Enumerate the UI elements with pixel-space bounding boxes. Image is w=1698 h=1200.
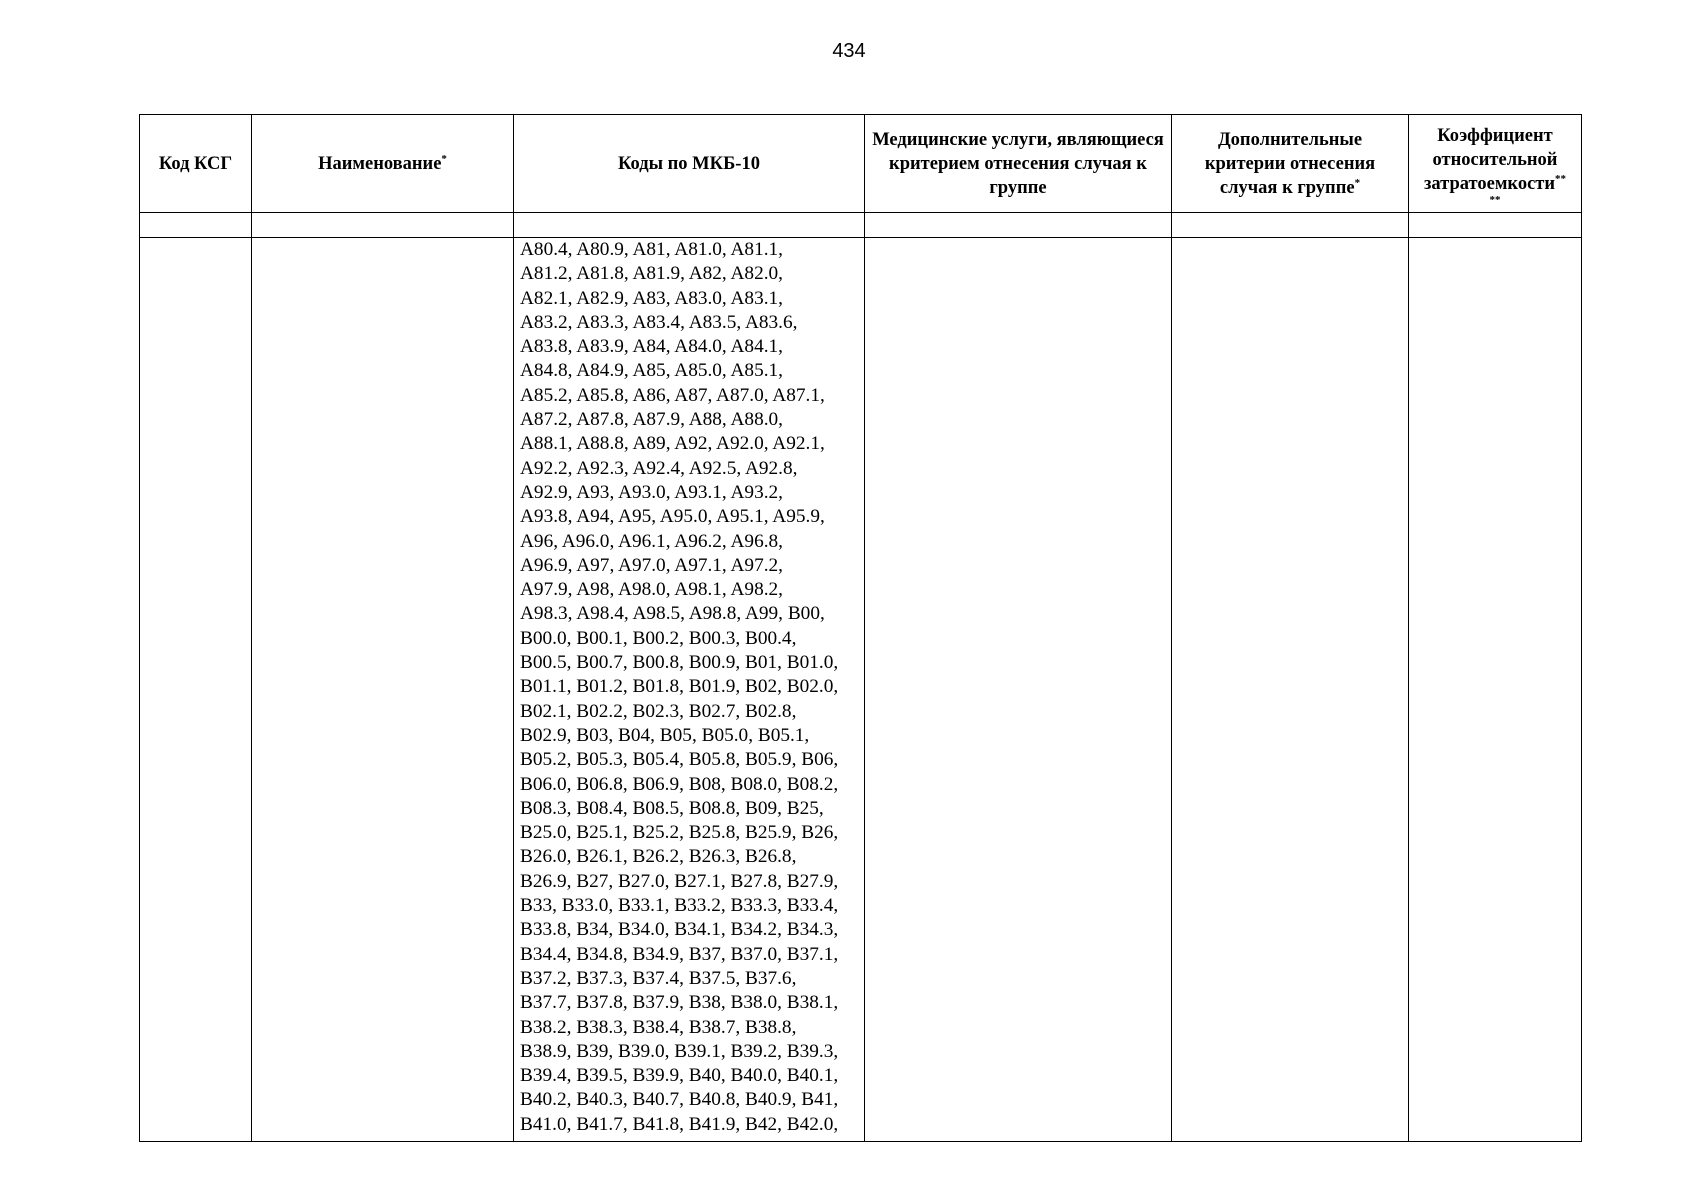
empty-cell <box>252 213 514 238</box>
ksg-code-cell <box>140 238 252 1142</box>
mkb-code-line: A83.8, A83.9, A84, A84.0, A84.1, <box>520 336 783 358</box>
mkb-code-line: B02.1, B02.2, B02.3, B02.7, B02.8, <box>520 700 797 722</box>
header-coefficient-footnote-mark: ** <box>1555 172 1567 185</box>
header-mkb-codes-label: Коды по МКБ-10 <box>618 153 760 174</box>
mkb-code-line: B40.2, B40.3, B40.7, B40.8, B40.9, B41, <box>520 1089 839 1111</box>
name-cell <box>252 238 514 1142</box>
mkb-code-line: A98.3, A98.4, A98.5, A98.8, A99, B00, <box>520 603 825 625</box>
mkb-code-line: B00.5, B00.7, B00.8, B00.9, B01, B01.0, <box>520 652 839 674</box>
header-name <box>252 115 514 213</box>
mkb-code-line: A96, A96.0, A96.1, A96.2, A96.8, <box>520 530 783 552</box>
mkb-code-line: B01.1, B01.2, B01.8, B01.9, B02, B02.0, <box>520 676 839 698</box>
mkb-code-line: B41.0, B41.7, B41.8, B41.9, B42, B42.0, <box>520 1113 839 1135</box>
header-coefficient-footnote-mark-2: ** <box>1489 193 1501 206</box>
mkb-code-line: A96.9, A97, A97.0, A97.1, A97.2, <box>520 554 783 576</box>
mkb-code-line: A80.4, A80.9, A81, A81.0, A81.1, <box>520 239 783 260</box>
mkb-code-line: A87.2, A87.8, A87.9, A88, A88.0, <box>520 409 783 431</box>
mkb-code-line: A93.8, A94, A95, A95.0, A95.1, A95.9, <box>520 506 825 528</box>
cost-coefficient-cell <box>1409 238 1582 1142</box>
mkb-code-line: B00.0, B00.1, B00.2, B00.3, B00.4, <box>520 627 797 649</box>
header-additional-criteria-label: Дополнительные критерии отнесения случая к группе <box>1204 129 1376 198</box>
mkb-code-line: B37.2, B37.3, B37.4, B37.5, B37.6, <box>520 967 797 989</box>
header-row <box>140 115 1582 213</box>
mkb-code-line: A85.2, A85.8, A86, A87, A87.0, A87.1, <box>520 384 825 406</box>
mkb-codes-cell <box>514 238 865 1142</box>
mkb-code-line: A84.8, A84.9, A85, A85.0, A85.1, <box>520 360 783 382</box>
empty-cell <box>140 213 252 238</box>
header-medical-services-label: Медицинские услуги, являющиеся критерием отнесения случая к группе <box>872 129 1164 198</box>
mkb-code-line: B26.0, B26.1, B26.2, B26.3, B26.8, <box>520 846 797 868</box>
mkb-code-line: A81.2, A81.8, A81.9, A82, A82.0, <box>520 263 783 285</box>
mkb-code-line: A92.2, A92.3, A92.4, A92.5, A92.8, <box>520 457 798 479</box>
mkb-code-line: A92.9, A93, A93.0, A93.1, A93.2, <box>520 481 783 503</box>
mkb-code-line: B02.9, B03, B04, B05, B05.0, B05.1, <box>520 724 810 746</box>
mkb-code-line: A88.1, A88.8, A89, A92, A92.0, A92.1, <box>520 433 825 455</box>
mkb-code-line: B08.3, B08.4, B08.5, B08.8, B09, B25, <box>520 797 824 819</box>
empty-cell <box>514 213 865 238</box>
mkb-code-line: A82.1, A82.9, A83, A83.0, A83.1, <box>520 287 783 309</box>
empty-cell <box>1409 213 1582 238</box>
empty-cell <box>1172 213 1409 238</box>
additional-criteria-cell <box>1172 238 1409 1142</box>
mkb-code-line: B38.2, B38.3, B38.4, B38.7, B38.8, <box>520 1016 797 1038</box>
mkb-code-line: B39.4, B39.5, B39.9, B40, B40.0, B40.1, <box>520 1065 839 1087</box>
mkb-code-line: B25.0, B25.1, B25.2, B25.8, B25.9, B26, <box>520 822 839 844</box>
mkb-code-line: A97.9, A98, A98.0, A98.1, A98.2, <box>520 579 783 601</box>
mkb-code-line: A83.2, A83.3, A83.4, A83.5, A83.6, <box>520 311 798 333</box>
mkb-code-line: B26.9, B27, B27.0, B27.1, B27.8, B27.9, <box>520 870 839 892</box>
header-mkb-codes <box>514 115 865 213</box>
mkb-code-line: B38.9, B39, B39.0, B39.1, B39.2, B39.3, <box>520 1040 839 1062</box>
header-additional-footnote-mark: * <box>1354 176 1361 189</box>
empty-row <box>140 213 1582 238</box>
empty-cell <box>865 213 1172 238</box>
mkb-code-line: B34.4, B34.8, B34.9, B37, B37.0, B37.1, <box>520 943 839 965</box>
page-number: 434 <box>832 40 866 62</box>
header-name-footnote-mark: * <box>441 152 447 165</box>
header-cost-coefficient-label: Коэффициент относительной затратоемкости <box>1423 125 1558 194</box>
header-cost-coefficient <box>1409 115 1582 213</box>
header-additional-criteria <box>1172 115 1409 213</box>
medical-services-cell <box>865 238 1172 1142</box>
header-ksg-code-label: Код КСГ <box>158 153 233 174</box>
header-name-label: Наименование <box>318 153 442 174</box>
mkb-code-line: B37.7, B37.8, B37.9, B38, B38.0, B38.1, <box>520 992 839 1014</box>
table-row <box>140 238 1582 1142</box>
mkb-code-line: B33, B33.0, B33.1, B33.2, B33.3, B33.4, <box>520 895 839 917</box>
mkb-code-line: B05.2, B05.3, B05.4, B05.8, B05.9, B06, <box>520 749 839 771</box>
header-medical-services <box>865 115 1172 213</box>
header-ksg-code <box>140 115 252 213</box>
mkb-code-line: B33.8, B34, B34.0, B34.1, B34.2, B34.3, <box>520 919 839 941</box>
mkb-code-line: B06.0, B06.8, B06.9, B08, B08.0, B08.2, <box>520 773 839 795</box>
ksg-table <box>139 114 1582 1142</box>
mkb-codes-list <box>514 238 864 1137</box>
